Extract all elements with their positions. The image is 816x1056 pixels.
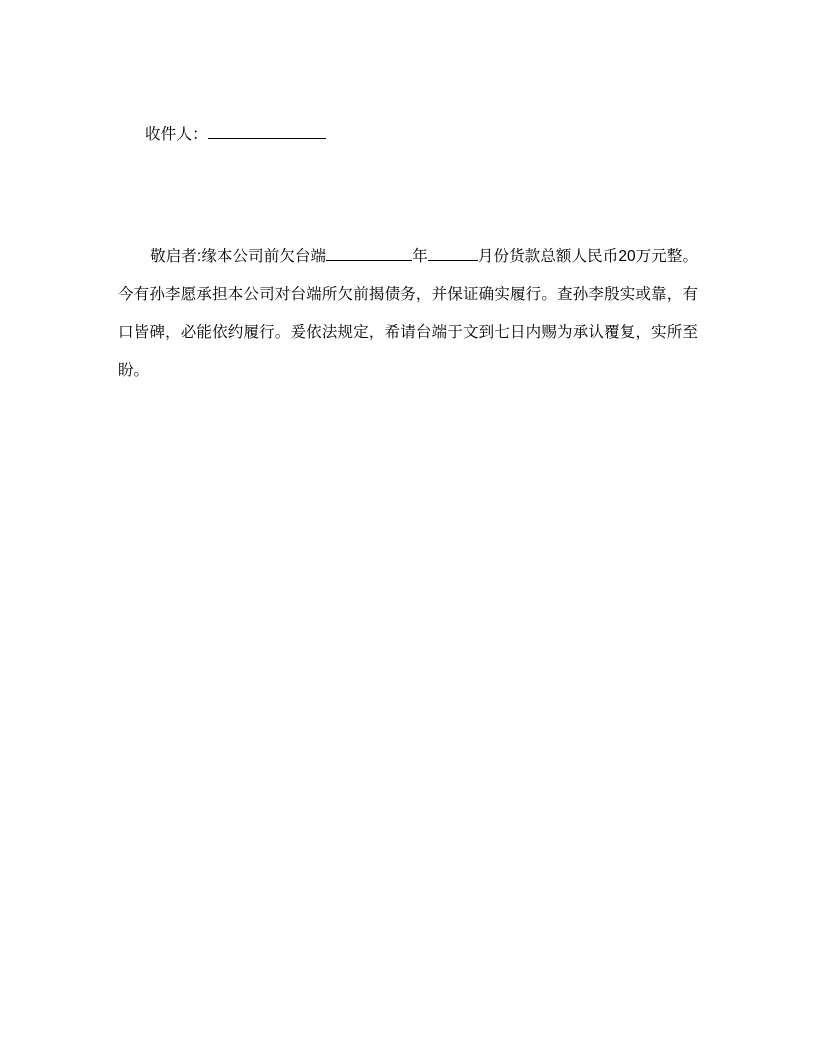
month-blank-field[interactable] (428, 260, 478, 261)
letter-body-text: 今有孙李愿承担本公司对台端所欠前揭债务，并保证确实履行。查孙李殷实或靠，有口皆碑，必能依约履行。爰依法规定，希请台端于文到七日内赐为承认覆复，实所至盼。 (118, 286, 698, 379)
letter-segment-1: 缘本公司前欠台端 (201, 248, 327, 265)
letter-segment-2: 年 (412, 248, 428, 265)
year-blank-field[interactable] (326, 260, 412, 261)
document-body (118, 78, 698, 390)
recipient-blank-field[interactable] (208, 138, 326, 139)
letter-segment-3: 月份货款总额人民币20万元整。 (477, 248, 698, 265)
salutation: 敬启者: (150, 248, 202, 265)
recipient-label: 收件人： (145, 126, 208, 143)
paragraph-spacer (118, 192, 698, 238)
recipient-line (118, 78, 698, 192)
letter-paragraph (118, 238, 698, 390)
